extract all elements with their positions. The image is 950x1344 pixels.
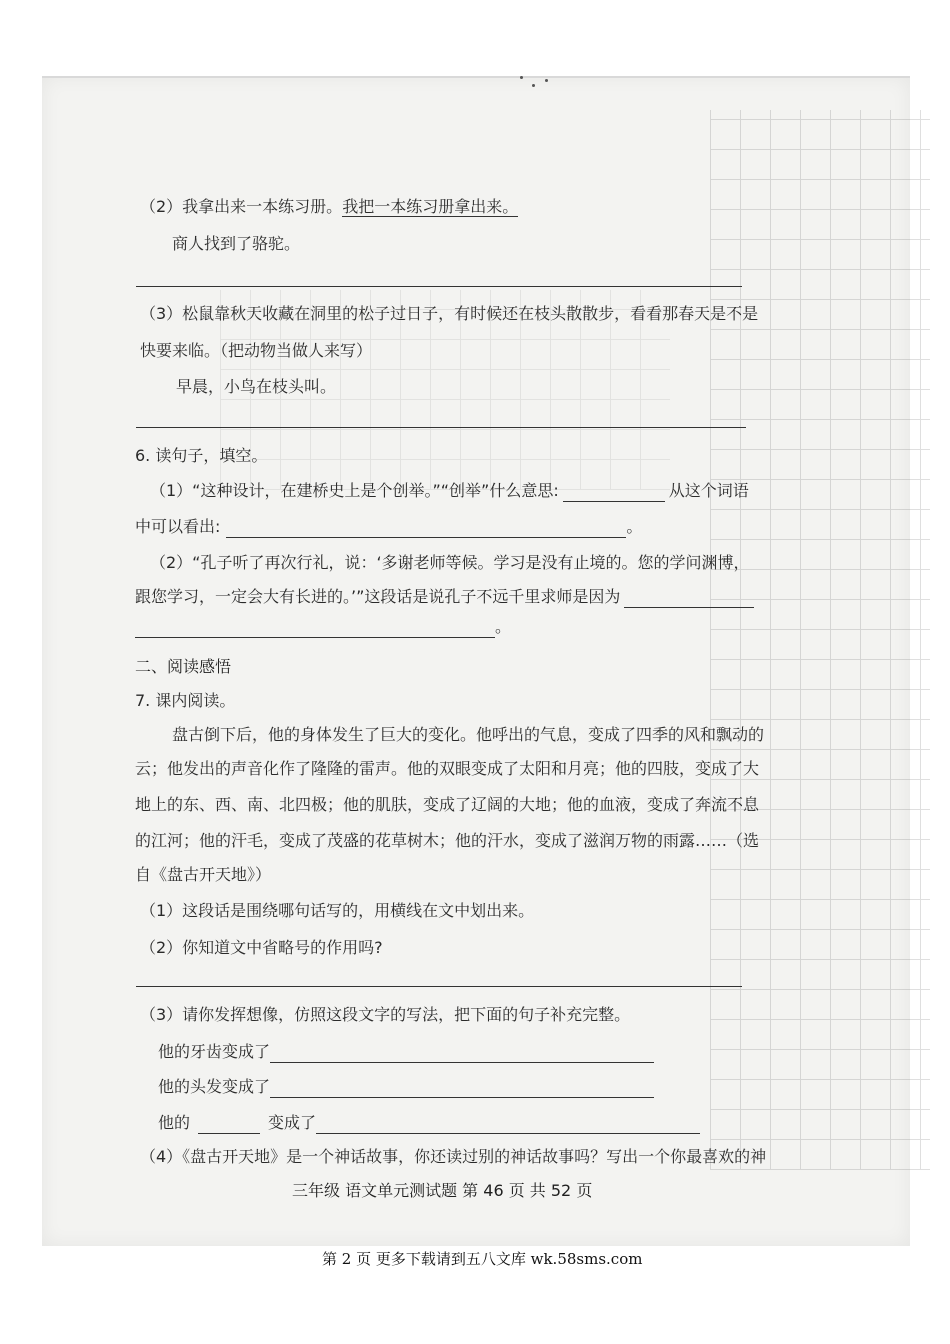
fill-blank[interactable] xyxy=(270,1081,654,1098)
q6-item2-blank[interactable] xyxy=(624,591,754,608)
q6-item1-blank-meaning[interactable] xyxy=(563,485,665,502)
q6-item2-question: 跟您学习，一定会大有长进的。’”这段话是说孔子不远千里求师是因为 xyxy=(135,587,621,606)
q6-item2-line3 xyxy=(135,616,511,638)
page-footer: 三年级 语文单元测试题 第 46 页 共 52 页 xyxy=(292,1181,593,1200)
q6-item1-continue: 从这个词语 xyxy=(668,481,749,500)
fill-blank[interactable] xyxy=(316,1117,700,1134)
q7-title: 7. 课内阅读。 xyxy=(135,691,236,710)
passage-line: 盘古倒下后，他的身体发生了巨大的变化。他呼出的气息，变成了四季的风和飘动的 xyxy=(172,725,765,744)
q6-title: 6. 读句子，填空。 xyxy=(135,446,268,465)
q5-item2 xyxy=(140,196,518,218)
fill-prompt: 他的牙齿变成了 xyxy=(158,1042,271,1061)
q6-item1-prompt: 中可以看出: xyxy=(135,517,221,536)
scan-top-edge xyxy=(42,76,910,78)
section-title: 二、阅读感悟 xyxy=(135,657,232,676)
q6-item2-line2 xyxy=(135,586,754,608)
q6-item1-question: （1）“这种设计，在建桥史上是个创举。”“创举”什么意思: xyxy=(150,481,559,500)
q5-item2-original: （2）我拿出来一本练习册。 xyxy=(140,197,343,216)
q6-item1-line2 xyxy=(135,516,642,538)
scan-speck xyxy=(545,79,548,82)
bleed-through-grid xyxy=(710,110,930,1170)
download-note: 第 2 页 更多下载请到五八文库 wk.58sms.com xyxy=(322,1250,643,1268)
fill-blank-subject[interactable] xyxy=(198,1117,260,1134)
fill-prompt: 他的 xyxy=(158,1113,191,1132)
passage-line: 地上的东、西、南、北四极；他的肌肤，变成了辽阔的大地；他的血液，变成了奔流不息 xyxy=(135,795,760,814)
q7-fill3 xyxy=(158,1112,700,1134)
q7-fill2 xyxy=(158,1076,654,1098)
q5-item2-prompt: 商人找到了骆驼。 xyxy=(172,234,301,253)
q6-item2-blank-continued[interactable] xyxy=(135,621,495,638)
passage-line: 自《盘古开天地》） xyxy=(135,865,272,884)
passage-line: 云；他发出的声音化作了隆隆的雷声。他的双眼变成了太阳和月亮；他的四肢，变成了大 xyxy=(135,759,760,778)
q5-item3-line2: 快要来临。（把动物当做人来写） xyxy=(140,341,373,360)
q7-item4: （4）《盘古开天地》是一个神话故事，你还读过别的神话故事吗？写出一个你最喜欢的神 xyxy=(140,1147,767,1166)
q7-item2: （2）你知道文中省略号的作用吗? xyxy=(140,938,383,957)
q5-item2-example-answer: 我把一本练习册拿出来。 xyxy=(342,197,519,216)
q5-item3-prompt: 早晨，小鸟在枝头叫。 xyxy=(176,377,337,396)
period: 。 xyxy=(626,517,643,536)
q6-item1-blank-infer[interactable] xyxy=(226,521,626,538)
answer-line[interactable] xyxy=(136,286,742,287)
q6-item2-line1: （2）“孔子听了再次行礼，说：‘多谢老师等候。学习是没有止境的。您的学问渊博， xyxy=(150,553,750,572)
q7-fill1 xyxy=(158,1041,654,1063)
passage-line: 的江河；他的汗毛，变成了茂盛的花草树木；他的汗水，变成了滋润万物的雨露……（选 xyxy=(135,831,760,850)
answer-line[interactable] xyxy=(136,986,742,987)
q6-item1 xyxy=(150,480,749,502)
fill-prompt: 他的头发变成了 xyxy=(158,1077,271,1096)
scan-speck xyxy=(532,84,535,87)
q7-item3: （3）请你发挥想像，仿照这段文字的写法，把下面的句子补充完整。 xyxy=(140,1005,631,1024)
q7-item1: （1）这段话是围绕哪句话写的，用横线在文中划出来。 xyxy=(140,901,535,920)
fill-prompt: 变成了 xyxy=(268,1113,317,1132)
q5-item3-line1: （3）松鼠靠秋天收藏在洞里的松子过日子，有时候还在枝头散散步，看看那春天是不是 xyxy=(140,304,759,323)
period: 。 xyxy=(495,617,512,636)
scan-speck xyxy=(520,76,523,79)
answer-line[interactable] xyxy=(136,427,746,428)
fill-blank[interactable] xyxy=(270,1046,654,1063)
